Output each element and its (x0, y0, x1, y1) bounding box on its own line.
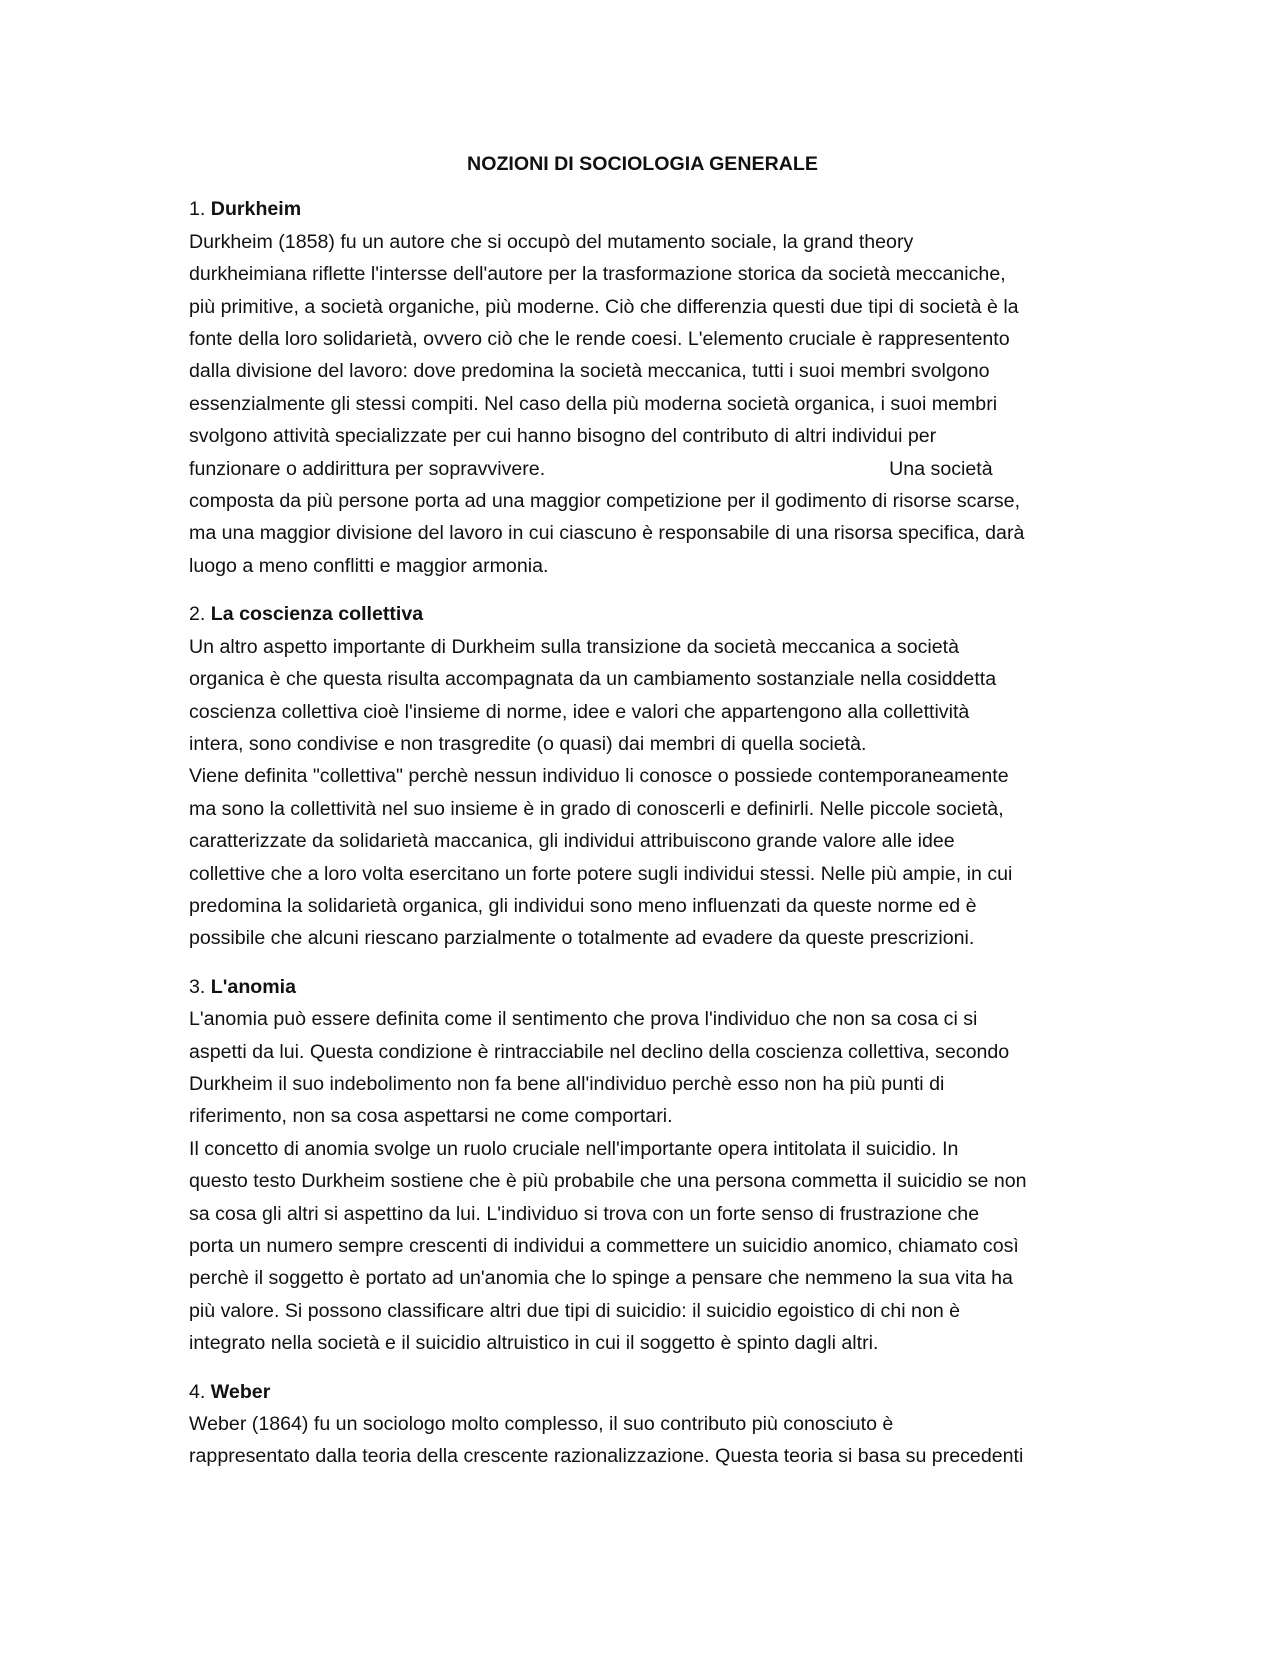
section-name: Weber (210, 1380, 271, 1403)
text-line: più primitive, a società organiche, più moderne. Ciò che differenzia questi due tipi di società è la (189, 295, 1019, 318)
text-line: fonte della loro solidarietà, ovvero ciò che le rende coesi. L'elemento cruciale è rappresentento (189, 328, 1010, 351)
text-line: Un altro aspetto importante di Durkheim sulla transizione da società meccanica a società (189, 635, 959, 658)
section-number: 4. (189, 1380, 206, 1403)
text-line: Weber (1864) fu un sociologo molto complesso, il suo contributo più conosciuto è (189, 1413, 894, 1436)
text-line: svolgono attività specializzate per cui hanno bisogno del contributo di altri individui per (189, 425, 937, 448)
document-title: NOZIONI DI SOCIOLOGIA GENERALE (467, 153, 818, 175)
document-page (189, 148, 1095, 1489)
text-line: possibile che alcuni riescano parzialmente o totalmente ad evadere da queste prescrizioni. (189, 927, 975, 950)
text-line: dalla divisione del lavoro: dove predomina la società meccanica, tutti i suoi membri svolgono (189, 360, 990, 383)
section-name: L'anomia (210, 975, 297, 998)
text-line: ma una maggior divisione del lavoro in cui ciascuno è responsabile di una risorsa specifica, darà (189, 522, 1025, 545)
section-weber (189, 1376, 1095, 1473)
text-line: rappresentato dalla teoria della crescente razionalizzazione. Questa teoria si basa su precedenti (189, 1445, 1024, 1468)
text-line: sa cosa gli altri si aspettino da lui. L'individuo si trova con un forte senso di frustrazione che (189, 1202, 980, 1225)
section-paragraph (189, 226, 1095, 582)
section-coscienza-collettiva (189, 598, 1095, 954)
text-line: Viene definita "collettiva" perchè nessun individuo li conosce o possiede contemporaneamente (189, 765, 1009, 788)
text-line: intera, sono condivise e non trasgredite (o quasi) dai membri di quella società. (189, 732, 867, 755)
text-line: aspetti da lui. Questa condizione è rintracciabile nel declino della coscienza collettiva, secondo (189, 1040, 1010, 1063)
text-line: essenzialmente gli stessi compiti. Nel caso della più moderna società organica, i suoi membri (189, 392, 998, 415)
text-line: questo testo Durkheim sostiene che è più probabile che una persona commetta il suicidio se non (189, 1170, 1027, 1193)
section-heading (189, 193, 1095, 225)
text-line: più valore. Si possono classificare altri due tipi di suicidio: il suicidio egoistico di chi non è (189, 1299, 961, 1322)
section-paragraph (189, 1003, 1095, 1359)
section-paragraph (189, 631, 1095, 955)
section-heading (189, 1376, 1095, 1408)
section-number: 2. (189, 603, 206, 626)
text-line: caratterizzate da solidarietà maccanica, gli individui attribuiscono grande valore alle idee (189, 830, 955, 853)
text-line: coscienza collettiva cioè l'insieme di norme, idee e valori che appartengono alla collettività (189, 700, 970, 723)
text-line: durkheimiana riflette l'intersse dell'autore per la trasformazione storica da società meccaniche, (189, 263, 1006, 286)
text-line: composta da più persone porta ad una maggior competizione per il godimento di risorse scarse, (189, 490, 1021, 513)
section-number: 1. (189, 198, 206, 221)
text-line: predomina la solidarietà organica, gli individui sono meno influenzati da queste norme ed è (189, 894, 977, 917)
split-right-text: Una società (889, 457, 993, 480)
section-durkheim (189, 193, 1095, 582)
text-line: luogo a meno conflitti e maggior armonia. (189, 554, 549, 577)
text-line: Durkheim (1858) fu un autore che si occupò del mutamento sociale, la grand theory (189, 230, 914, 253)
section-name: Durkheim (210, 198, 302, 221)
text-line: organica è che questa risulta accompagnata da un cambiamento sostanziale nella cosiddetta (189, 668, 997, 691)
text-line: Il concetto di anomia svolge un ruolo cruciale nell'importante opera intitolata il suicidio. In (189, 1137, 959, 1160)
section-heading (189, 971, 1095, 1003)
text-line: perchè il soggetto è portato ad un'anomia che lo spinge a pensare che nemmeno la sua vita ha (189, 1267, 1013, 1290)
text-line: Durkheim il suo indebolimento non fa bene all'individuo perchè esso non ha più punti di (189, 1072, 945, 1095)
split-left-text: funzionare o addirittura per sopravvivere. (189, 457, 546, 480)
text-line: riferimento, non sa cosa aspettarsi ne come comportari. (189, 1105, 673, 1128)
section-anomia (189, 971, 1095, 1360)
text-line: ma sono la collettività nel suo insieme è in grado di conoscerli e definirli. Nelle piccole società, (189, 797, 1004, 820)
text-line: integrato nella società e il suicidio altruistico in cui il soggetto è spinto dagli altri. (189, 1332, 879, 1355)
text-line-split (189, 453, 1095, 485)
section-name: La coscienza collettiva (210, 603, 424, 626)
text-line: porta un numero sempre crescenti di individui a commettere un suicidio anomico, chiamato così (189, 1235, 1019, 1257)
section-heading (189, 598, 1095, 630)
text-line: L'anomia può essere definita come il sentimento che prova l'individuo che non sa cosa ci si (189, 1008, 978, 1031)
section-number: 3. (189, 975, 206, 998)
text-line: collettive che a loro volta esercitano un forte potere sugli individui stessi. Nelle più ampie, in cui (189, 862, 1013, 885)
section-paragraph (189, 1408, 1095, 1473)
